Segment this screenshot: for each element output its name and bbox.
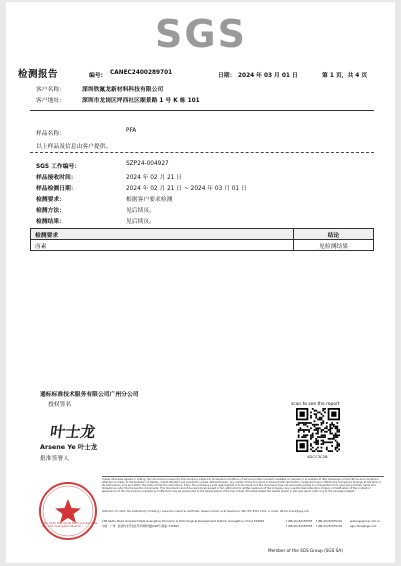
date-label: 日期：	[218, 73, 236, 79]
lab-stamp-text: SGS-CSTC Standards Technical Services Co., Ltd. Guangzhou Branch	[42, 521, 98, 529]
footer-tel-cn: t (86-20) 82155555	[286, 524, 313, 528]
qr-caption: scan to see the report	[291, 402, 340, 407]
disclaimer-text: Unless otherwise agreed in writing, this document is issued by the Company subject to its General Conditions of Service printed overleaf, available on request or accessible at http://www.sgs.com/en/Terms-and-Conditions. Attention is drawn to the limitation of liability, indemnification and jurisdiction issues defined therein. Any holder of this document is advised that information contained hereon reflects the Company's findings at the time of its intervention only and within the limits of Client's instructions, if any. The Company's sole responsibility is to its Client and this document does not exonerate parties to a transaction from exercising all their rights and obligations under the transaction documents. This document cannot be reproduced except in full, without prior written approval of the Company. Any unauthorized alteration, forgery or falsification of the content or appearance of this document is unlawful and offenders may be prosecuted to the fullest extent of the law. Unless otherwise stated the results shown in this test report refer only to the sample(s) tested.	[102, 478, 381, 494]
report-page	[6, 2, 395, 563]
info-label: SGS 工作编号：	[36, 164, 81, 170]
authorized-signature-label: 授权签名	[48, 402, 72, 408]
footer-fax-en: f (86-20) 82075191	[316, 519, 343, 523]
report-no-label: 编号:	[89, 73, 103, 79]
table-header-row	[31, 229, 374, 240]
info-label: 检测要求：	[36, 197, 65, 203]
results-table	[30, 228, 374, 251]
table-header-cell: 检测要求	[31, 229, 294, 240]
footer-divider	[102, 476, 384, 477]
client-name-label: 客户名称：	[36, 87, 65, 93]
footer-web[interactable]: www.sgsgroup.com.cn	[350, 519, 381, 523]
report-no: CANEC2400289701	[110, 70, 173, 76]
qr-code[interactable]	[296, 408, 340, 452]
report-title: 检测报告	[18, 69, 59, 80]
company-seal	[37, 480, 99, 542]
footer-address-cn: 中国 · 广州 · 经济技术开发区科学城科珠路198号 邮编: 510663	[102, 524, 179, 528]
sample-note: 以上样品及信息由客户提供。	[36, 144, 112, 150]
info-value: SZP24-004927	[126, 161, 169, 167]
qr-code-id: 4DCC3C28	[307, 454, 328, 459]
client-name: 深圳铁氟龙新材料科技有限公司	[82, 87, 164, 93]
info-label: 检测结果：	[36, 219, 65, 225]
signer-role: 批准签署人	[40, 456, 69, 462]
dashed-divider	[30, 152, 374, 153]
sample-name: PFA	[126, 128, 137, 134]
info-value: 2024 年 02 月 21 日	[126, 175, 183, 181]
footer-contact-strip	[102, 520, 384, 536]
info-label: 样品接收时间：	[36, 175, 77, 181]
info-value: 2024 年 02 月 21 日 ~ 2024 年 03 月 01 日	[126, 186, 247, 192]
table-cell: 见检测结果	[294, 240, 374, 251]
footer-tel-en: t (86-20) 82155555	[286, 519, 313, 523]
info-value: 见后续页。	[126, 219, 155, 225]
page-indicator: 第 1 页，共 4 页	[322, 73, 368, 79]
report-date: 2024 年 03 月 01 日	[238, 73, 298, 79]
member-statement: Member of the SGS Group (SGS SA)	[268, 548, 343, 553]
footer-fax-cn: f (86-20) 82075191	[316, 524, 343, 528]
table-row	[31, 240, 374, 251]
sgs-logo	[131, 11, 271, 57]
table-cell: 卤素	[31, 240, 294, 251]
client-address-label: 客户地址：	[36, 98, 65, 104]
table-header-cell: 结论	[294, 229, 374, 240]
client-address: 深圳市龙岗区坪西社区顺景路 1 号 K 栋 101	[82, 98, 200, 104]
info-value: 见后续页。	[126, 208, 155, 214]
footer-email[interactable]: sgs.china@sgs.com	[350, 524, 377, 528]
svg-text:SGS: SGS	[155, 12, 247, 56]
svg-text:叶士龙: 叶士龙	[49, 423, 97, 441]
divider	[30, 110, 374, 111]
info-label: 检测方法：	[36, 208, 65, 214]
info-label: 样品检测日期：	[36, 186, 77, 192]
info-value: 根据客户要求检测	[126, 197, 173, 203]
signer-name: Arsene Ye 叶士龙	[40, 443, 98, 451]
company-name: 通标标准技术服务有限公司广州分公司	[40, 392, 139, 398]
footer-address-en: 198 Kezhu Road, Scientech Park Guangzhou Economic & Technological Development District, Guangzhou, China 510663	[102, 519, 265, 523]
sample-name-label: 样品名称：	[36, 131, 65, 137]
handwritten-signature	[49, 420, 97, 442]
attention-text: Attention: To check the authenticity of testing / inspection report & certificate, please contact us at telephone: (86-755) 8307 1443, or email: CN.Doccheck@sgs.com	[102, 510, 310, 513]
